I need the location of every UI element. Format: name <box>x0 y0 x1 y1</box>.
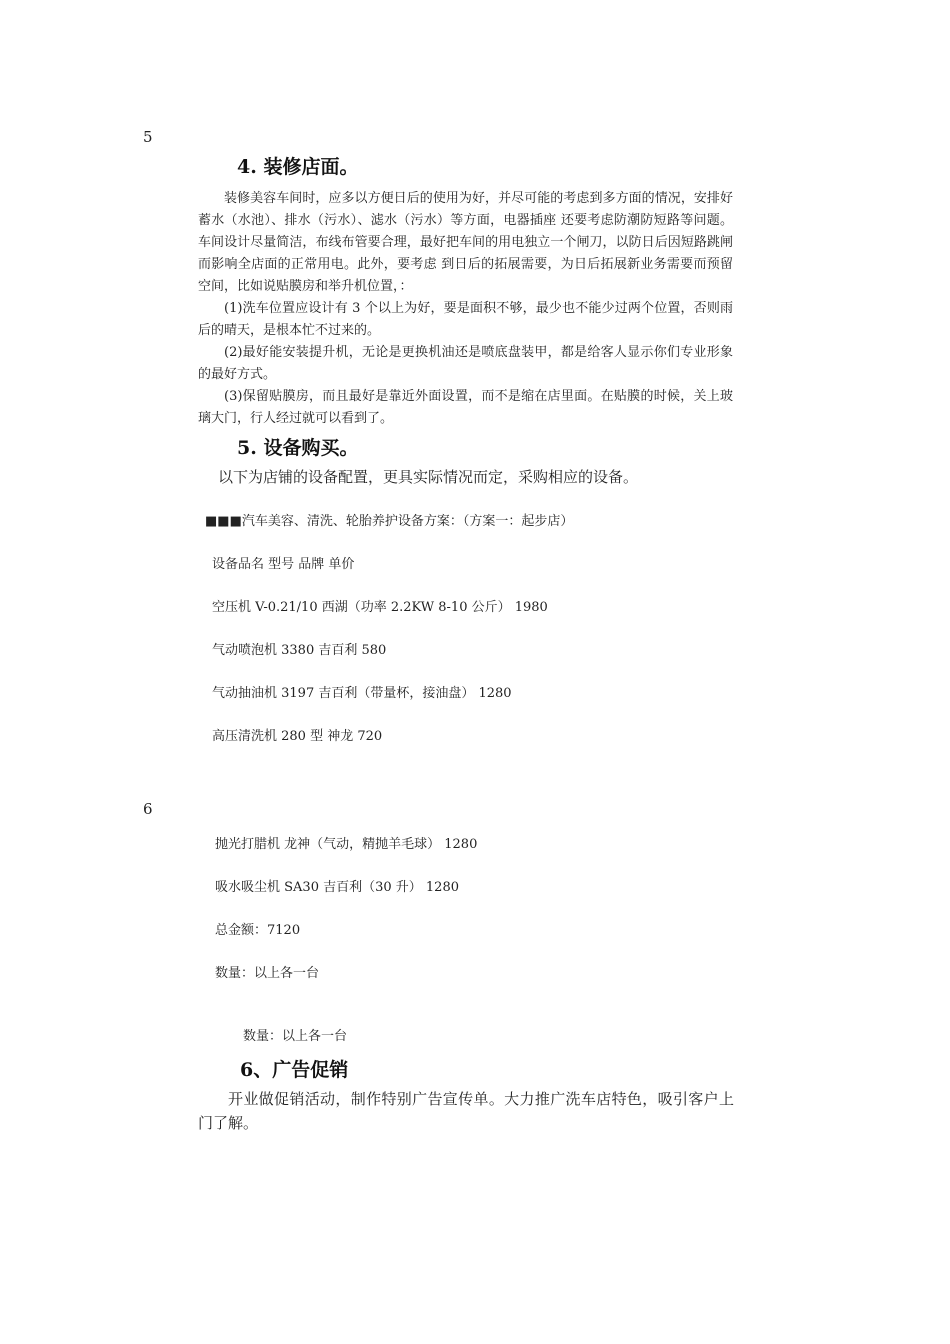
section5-heading: 5. 设备购买。 <box>237 437 359 459</box>
equipment-quantity: 数量：以上各一台 <box>215 966 320 981</box>
section4-paragraph: (2)最好能安装提升机，无论是更换机油还是喷底盘装甲，都是给客人显示你们专业形象的最好方式。 <box>198 345 733 382</box>
section4-paragraph: (3)保留贴膜房，而且最好是靠近外面设置，而不是缩在店里面。在贴膜的时候，关上玻璃大门，行人经过就可以看到了。 <box>198 389 733 426</box>
section4-body <box>198 188 733 430</box>
equipment-total: 总金额：7120 <box>215 923 301 938</box>
equipment-plan-title: ■■■汽车美容、清洗、轮胎养护设备方案：（方案一：起步店） <box>205 514 574 529</box>
section5-intro: 以下为店铺的设备配置，更具实际情况而定，采购相应的设备。 <box>218 468 639 486</box>
equipment-item: 抛光打腊机 龙神（气动，精抛羊毛球） 1280 <box>215 837 478 852</box>
section6-paragraph: 开业做促销活动，制作特别广告宣传单。大力推广洗车店特色，吸引客户上门了解。 <box>198 1090 734 1132</box>
equipment-item: 吸水吸尘机 SA30 吉百利（30 升） 1280 <box>215 880 459 895</box>
equipment-header-row: 设备品名 型号 品牌 单价 <box>212 557 355 572</box>
section4-heading: 4. 装修店面。 <box>237 156 359 178</box>
equipment-item: 气动喷泡机 3380 吉百利 580 <box>212 643 387 658</box>
quantity-note: 数量：以上各一台 <box>243 1029 348 1044</box>
page-number: 5 <box>143 128 153 146</box>
equipment-item: 气动抽油机 3197 吉百利（带量杯，接油盘） 1280 <box>212 686 512 701</box>
equipment-item: 高压清洗机 280 型 神龙 720 <box>212 729 383 744</box>
page-number: 6 <box>143 800 153 818</box>
section4-paragraph: 装修美容车间时，应多以方便日后的使用为好，并尽可能的考虑到多方面的情况，安排好蓄水（水池）、排水（污水）、滤水（污水）等方面，电器插座 还要考虑防潮防短路等问题。车间设计尽量简洁，布线布管要合理，最好把车间的用电独立一个闸刀，以防日后因短路跳闸而影响全店面的正常用电。此外，要考虑 到日后的拓展需要，为日后拓展新业务需要而预留空间，比如说贴膜房和举升机位置，： <box>198 191 733 294</box>
section6-body <box>198 1087 734 1135</box>
equipment-item: 空压机 V-0.21/10 西湖（功率 2.2KW 8-10 公斤） 1980 <box>212 600 548 615</box>
section6-heading: 6、广告促销 <box>240 1059 349 1081</box>
section4-paragraph: (1)洗车位置应设计有 3 个以上为好，要是面积不够，最少也不能少过两个位置，否则雨后的晴天，是根本忙不过来的。 <box>198 301 733 338</box>
